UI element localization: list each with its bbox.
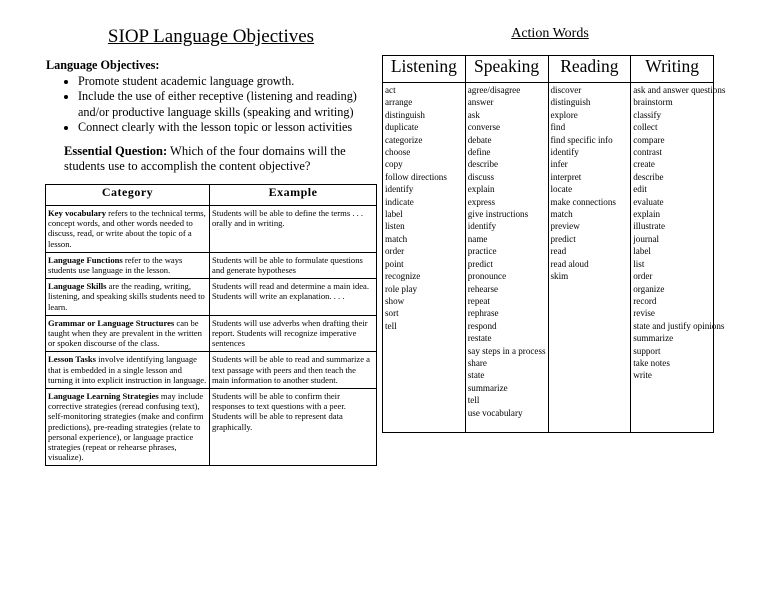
action-word: summarize bbox=[467, 382, 508, 393]
action-word: identify bbox=[467, 221, 497, 232]
speaking-header: Speaking bbox=[465, 56, 548, 83]
action-word: follow directions bbox=[385, 171, 447, 182]
action-word: organize bbox=[633, 283, 665, 294]
action-word: describe bbox=[467, 159, 499, 170]
action-word: compare bbox=[633, 134, 665, 145]
action-word: read bbox=[550, 246, 567, 257]
essential-question bbox=[64, 144, 374, 174]
listening-header: Listening bbox=[383, 56, 466, 83]
action-word: match bbox=[550, 209, 573, 220]
speaking-words bbox=[465, 83, 548, 433]
reading-words bbox=[548, 83, 631, 433]
category-row bbox=[46, 315, 377, 352]
action-word: summarize bbox=[633, 333, 674, 344]
action-word: copy bbox=[385, 159, 403, 170]
category-term: Language Learning Strategies bbox=[48, 391, 159, 402]
action-word: infer bbox=[550, 159, 568, 170]
action-word: edit bbox=[633, 184, 647, 195]
objective-item: • Connect clearly with the lesson topic or lesson activities bbox=[78, 120, 376, 136]
example-cell: Students will be able to define the terms . . . orally and in writing. bbox=[210, 206, 377, 253]
action-word: rephrase bbox=[467, 308, 499, 319]
category-row bbox=[46, 279, 377, 316]
action-word: describe bbox=[633, 171, 664, 182]
objectives-list bbox=[46, 74, 376, 136]
action-word: distinguish bbox=[385, 109, 425, 120]
action-word: categorize bbox=[385, 134, 423, 145]
action-word: tell bbox=[385, 320, 397, 331]
category-row bbox=[46, 352, 377, 389]
action-word: indicate bbox=[385, 196, 414, 207]
action-word: identify bbox=[385, 184, 414, 195]
action-word: debate bbox=[467, 134, 492, 145]
writing-words bbox=[631, 83, 726, 433]
action-word: tell bbox=[467, 395, 480, 406]
category-cell bbox=[46, 389, 210, 466]
action-words-title: Action Words bbox=[511, 26, 589, 41]
action-word: support bbox=[633, 345, 661, 356]
essential-question-label: Essential Question: bbox=[64, 144, 168, 158]
action-word: ask and answer questions bbox=[633, 85, 726, 95]
action-word: sort bbox=[385, 308, 399, 319]
action-word: evaluate bbox=[633, 196, 664, 207]
action-word: pronounce bbox=[467, 271, 507, 282]
action-word: predict bbox=[467, 258, 493, 269]
category-cell bbox=[46, 206, 210, 253]
action-word: say steps in a process bbox=[467, 345, 546, 356]
action-word: take notes bbox=[633, 357, 670, 368]
action-word: journal bbox=[633, 233, 660, 244]
action-word: discuss bbox=[467, 171, 495, 182]
action-word: arrange bbox=[385, 97, 413, 108]
example-header: Example bbox=[210, 185, 377, 206]
category-description: involve identifying language that is embedded in a single lesson and turning it into explicit instruction in language. bbox=[48, 354, 207, 385]
action-word: respond bbox=[467, 320, 497, 331]
action-word: match bbox=[385, 233, 408, 244]
category-cell bbox=[46, 352, 210, 389]
action-words-table bbox=[382, 55, 726, 433]
action-word: illustrate bbox=[633, 221, 666, 232]
reading-header: Reading bbox=[548, 56, 631, 83]
action-word: practice bbox=[467, 246, 497, 257]
category-cell bbox=[46, 252, 210, 278]
objectives-heading: Language Objectives: bbox=[46, 58, 160, 72]
action-word: agree/disagree bbox=[467, 85, 521, 95]
category-row bbox=[46, 252, 377, 278]
action-word: write bbox=[633, 370, 652, 381]
action-word: brainstorm bbox=[633, 97, 673, 108]
action-word: collect bbox=[633, 122, 658, 133]
action-word: give instructions bbox=[467, 209, 529, 220]
action-word: explain bbox=[467, 184, 495, 195]
action-word: share bbox=[467, 357, 487, 368]
action-word: predict bbox=[550, 233, 576, 244]
action-word: define bbox=[467, 147, 491, 158]
action-word: label bbox=[633, 246, 651, 257]
action-word: show bbox=[385, 295, 405, 306]
action-word: express bbox=[467, 196, 496, 207]
action-word: order bbox=[633, 271, 653, 282]
category-cell bbox=[46, 279, 210, 316]
action-word: make connections bbox=[550, 196, 616, 207]
action-word: find specific info bbox=[550, 134, 613, 145]
action-word: classify bbox=[633, 109, 662, 120]
action-word: explore bbox=[550, 109, 578, 120]
action-word: read aloud bbox=[550, 258, 589, 269]
action-word: point bbox=[385, 258, 404, 269]
action-word: record bbox=[633, 295, 657, 306]
action-word: answer bbox=[467, 97, 494, 108]
action-word: order bbox=[385, 246, 405, 257]
action-word: label bbox=[385, 209, 403, 220]
writing-header: Writing bbox=[631, 56, 714, 83]
category-table bbox=[45, 184, 377, 466]
action-word: act bbox=[385, 85, 396, 95]
action-word: name bbox=[467, 233, 488, 244]
action-word: discover bbox=[550, 85, 582, 95]
category-description: are the reading, writing, listening, and speaking skills students need to learn. bbox=[48, 281, 205, 312]
category-cell bbox=[46, 315, 210, 352]
category-term: Language Skills bbox=[48, 281, 107, 292]
action-word: distinguish bbox=[550, 97, 591, 108]
action-word: list bbox=[633, 258, 645, 269]
action-word: listen bbox=[385, 221, 405, 232]
objective-item: • Include the use of either receptive (listening and reading) and/or productive language skills (speaking and writing) bbox=[78, 89, 376, 120]
action-word: state and justify opinions bbox=[633, 320, 725, 331]
category-description: refers to the technical terms, concept words, and other words needed to discuss, read, or write about the topic of a lesson. bbox=[48, 208, 206, 249]
category-description: refer to the ways students use language in the lesson. bbox=[48, 254, 183, 276]
action-word: locate bbox=[550, 184, 573, 195]
action-word: preview bbox=[550, 221, 580, 232]
category-term: Key vocabulary bbox=[48, 208, 107, 218]
action-word: role play bbox=[385, 283, 418, 294]
category-term: Grammar or Language Structures bbox=[48, 317, 175, 328]
action-word: duplicate bbox=[385, 122, 419, 133]
action-word: use vocabulary bbox=[467, 407, 523, 418]
action-word: identify bbox=[550, 147, 579, 158]
action-word: revise bbox=[633, 308, 655, 319]
page-title: SIOP Language Objectives bbox=[107, 26, 315, 47]
action-word: interpret bbox=[550, 171, 582, 182]
action-word: create bbox=[633, 159, 655, 170]
action-word: state bbox=[467, 370, 485, 381]
action-word: converse bbox=[467, 122, 501, 133]
category-term: Lesson Tasks bbox=[48, 354, 97, 365]
action-word: contrast bbox=[633, 147, 663, 158]
action-word: restate bbox=[467, 333, 492, 344]
example-cell: Students will be able to read and summarize a text passage with peers and then teach the main information to another student. bbox=[210, 352, 377, 389]
category-row bbox=[46, 389, 377, 466]
language-objectives bbox=[46, 58, 376, 136]
category-description: can be taught when they are prevalent in the written or spoken discourse of the class. bbox=[48, 317, 202, 349]
category-header: Category bbox=[46, 185, 210, 206]
listening-words bbox=[383, 83, 466, 433]
action-word: repeat bbox=[467, 295, 490, 306]
example-cell: Students will be able to confirm their responses to text questions with a peer. Students will be able to represent data graphically. bbox=[210, 389, 377, 466]
category-description: may include corrective strategies (reread confusing text), self-monitoring strategies (make and confirm predictions), pre-reading strategies (relate to personal experience), or language practice strategies (repeat or rehearse phrases, visualize). bbox=[48, 391, 204, 463]
action-word: skim bbox=[550, 271, 569, 282]
action-word: rehearse bbox=[467, 283, 499, 294]
action-word: recognize bbox=[385, 271, 421, 282]
action-word: ask bbox=[467, 109, 480, 120]
action-word: find bbox=[550, 122, 566, 133]
category-term: Language Functions bbox=[48, 254, 123, 265]
example-cell: Students will be able to formulate questions and generate hypotheses bbox=[210, 252, 377, 278]
category-row bbox=[46, 206, 377, 253]
essential-question-text: Which of the four domains will the students use to accomplish the content objective? bbox=[64, 144, 346, 173]
action-word: explain bbox=[633, 209, 661, 220]
action-word: choose bbox=[385, 147, 411, 158]
example-cell: Students will read and determine a main idea. Students will write an explanation. . . . bbox=[210, 279, 377, 316]
objective-item: • Promote student academic language growth. bbox=[78, 74, 376, 90]
category-rows bbox=[46, 206, 377, 466]
example-cell: Students will use adverbs when drafting their report. Students will recognize imperative sentences bbox=[210, 315, 377, 352]
